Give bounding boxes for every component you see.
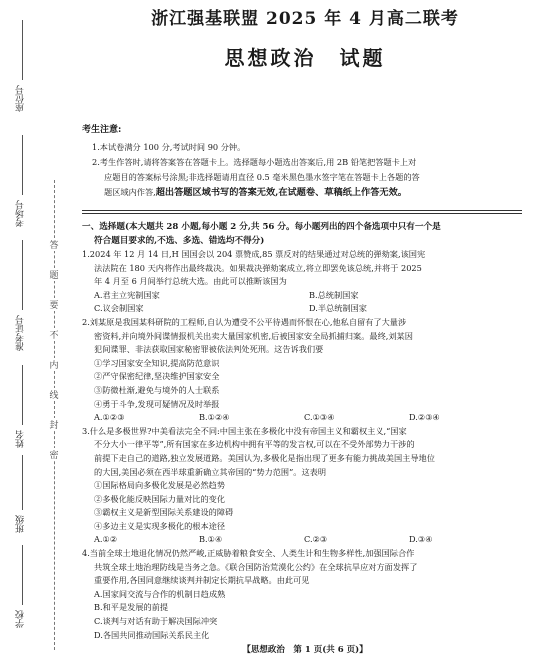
option-a[interactable]: A.①② xyxy=(94,534,118,545)
school-label: 学校 xyxy=(16,610,26,628)
seal-char: 线 xyxy=(46,388,62,401)
notice-item xyxy=(82,185,522,200)
question-stem-line: 犯间谍罪、非法获取国家秘密罪被依法判处死刑。这告诉我们要 xyxy=(94,344,324,355)
question-stem-line: 3.什么是多极世界?中美看法完全不同:中国主张在多极化中没有帝国主义和霸权主义,“国家 xyxy=(82,425,407,436)
seal-char: 题 xyxy=(46,268,62,281)
exam-room-label: 考场号 xyxy=(16,200,26,227)
page-footer: 【思想政治 第 1 页(共 6 页)】 xyxy=(242,645,368,655)
seal-char: 不 xyxy=(46,328,62,341)
option-b[interactable]: B.①②④ xyxy=(199,412,230,423)
question-stem-line: 年 4 月至 6 月间举行总统大选。由此可以推断该国为 xyxy=(94,276,287,287)
statement-item: ④多边主义是实现多极化的根本途径 xyxy=(94,520,226,531)
option-c[interactable]: C.议会制国家 xyxy=(94,303,144,314)
subject-title: 思想政治 试题 xyxy=(224,46,386,70)
school-line xyxy=(22,545,23,605)
options-row xyxy=(82,302,528,316)
statement-item: ①国际格局向多极化发展是必然趋势 xyxy=(94,480,226,491)
option-c[interactable]: C.①③④ xyxy=(304,412,335,423)
divider xyxy=(82,213,522,214)
option-b[interactable]: B.①④ xyxy=(199,534,223,545)
notice-bold-text: 超出答题区域书写的答案无效,在试题卷、草稿纸上作答无效。 xyxy=(155,187,407,198)
option-b[interactable]: B.总统制国家 xyxy=(309,289,359,300)
section-heading-line: 符合题目要求的,不选、多选、错选均不得分) xyxy=(94,236,265,246)
options-row xyxy=(82,533,528,547)
option-c[interactable]: C.谈判与对话有助于解决国际冲突 xyxy=(94,616,218,627)
notice-heading: 考生注意: xyxy=(82,125,122,135)
option-d[interactable]: D.各国共同推动国际关系民主化 xyxy=(94,629,210,640)
option-a[interactable]: A.国家间交流与合作的机制日趋成熟 xyxy=(94,588,226,599)
question-stem-line: 4.当前全球土地退化情况仍然严峻,正威胁着粮食安全、人类生计和生物多样性,加强国际合作 xyxy=(82,548,415,559)
question-stem-line: 不分大小一律平等”,所有国家在多边机构中拥有平等的发言权,可以在不受外部势力干涉的 xyxy=(94,439,415,450)
seal-char: 要 xyxy=(46,298,62,311)
option-a[interactable]: A.君主立宪制国家 xyxy=(94,289,160,300)
question-stem-line: 重要作用,各国同意继续谈判并制定长期抗旱战略。由此可见 xyxy=(94,575,310,586)
exam-title: 浙江强基联盟 2025 年 4 月高二联考 xyxy=(151,9,459,29)
seal-char: 答 xyxy=(46,238,62,251)
statement-item: ②多极化能反映国际力量对比的变化 xyxy=(94,493,226,504)
exam-room-line xyxy=(22,135,23,195)
option-d[interactable]: D.半总统制国家 xyxy=(309,303,367,314)
statement-item: ③霸权主义是新型国际关系建设的障碍 xyxy=(94,507,234,518)
question-stem-line: 法法院在 180 天内将作出最终裁决。如果裁决弹劾案成立,将立即罢免该总统,并将于 2025 xyxy=(94,262,422,273)
statement-item: ③防微杜渐,避免与境外的人士联系 xyxy=(94,384,220,395)
question-stem-line: 的大国,美国必须在西半球重新确立其帝国的“势力范围”。这表明 xyxy=(94,466,327,477)
class-label: 班级 xyxy=(16,515,26,533)
question-stem-line: 2.刘某原是我国某科研院的工程师,自认为遭受不公平待遇而怀恨在心,他私自留有了大量涉 xyxy=(82,316,407,327)
option-c[interactable]: C.②③ xyxy=(304,534,328,545)
statement-item: ②严守保密纪律,坚决维护国家安全 xyxy=(94,371,220,382)
binding-strip xyxy=(0,0,70,661)
options-row xyxy=(82,411,528,425)
admission-number-label: 准考证号 xyxy=(16,315,26,351)
question-3 xyxy=(82,425,528,547)
seal-char: 密 xyxy=(46,448,62,461)
seat-number-line xyxy=(22,20,23,80)
statement-item: ④勇于斗争,发现可疑情况及时举报 xyxy=(94,398,220,409)
statement-item: ①学习国家安全知识,提高防范意识 xyxy=(94,357,220,368)
notice-item: 1.本试卷满分 100 分,考试时间 90 分钟。 xyxy=(92,142,246,152)
question-1 xyxy=(82,248,528,316)
option-b[interactable]: B.和平是发展的前提 xyxy=(94,602,169,613)
divider xyxy=(82,210,522,211)
notice-text: 题区域内作答, xyxy=(104,187,156,197)
question-2 xyxy=(82,316,528,425)
name-label: 姓名 xyxy=(16,430,26,448)
seat-number-label: 座位号 xyxy=(16,85,26,112)
question-list xyxy=(82,220,528,642)
notice-item: 2.考生作答时,请将答案答在答题卡上。选择题每小题选出答案后,用 2B 铅笔把答题卡上对 xyxy=(92,157,417,167)
question-stem-line: 前提下走自己的道路,独立发展道路。美国认为,多极化是指出现了更多有能力挑战美国主导地位 xyxy=(94,452,435,463)
notice-item: 应题目的答案标号涂黑;非选择题请用直径 0.5 毫米黑色墨水签字笔在答题卡上各题的答 xyxy=(104,172,420,182)
option-d[interactable]: D.③④ xyxy=(409,534,433,545)
question-stem-line: 1.2024 年 12 月 14 日,H 国国会以 204 票赞成,85 票反对的结果通过对总统的弹劾案,该国宪 xyxy=(82,249,426,259)
question-4 xyxy=(82,547,528,642)
admission-number-line xyxy=(22,240,23,310)
options-row xyxy=(82,289,528,303)
option-d[interactable]: D.②③④ xyxy=(409,412,440,423)
question-stem-line: 密资料,并向境外间谍情报机关出卖大量国家机密,后被国家安全局抓捕归案。最终,刘某因 xyxy=(94,330,413,341)
option-a[interactable]: A.①②③ xyxy=(94,412,125,423)
name-line xyxy=(22,365,23,425)
section-heading-line: 一、选择题(本大题共 28 小题,每小题 2 分,共 56 分。每小题列出的四个备选项中只有一个是 xyxy=(82,222,441,232)
candidate-notice xyxy=(82,123,522,200)
question-stem-line: 共筑全球土地治理防线是当务之急。《联合国防治荒漠化公约》在全球抗旱应对方面发挥了 xyxy=(94,561,418,572)
seal-char: 内 xyxy=(46,358,62,371)
section-heading xyxy=(82,220,528,248)
class-line xyxy=(22,455,23,510)
seal-char: 封 xyxy=(46,418,62,431)
